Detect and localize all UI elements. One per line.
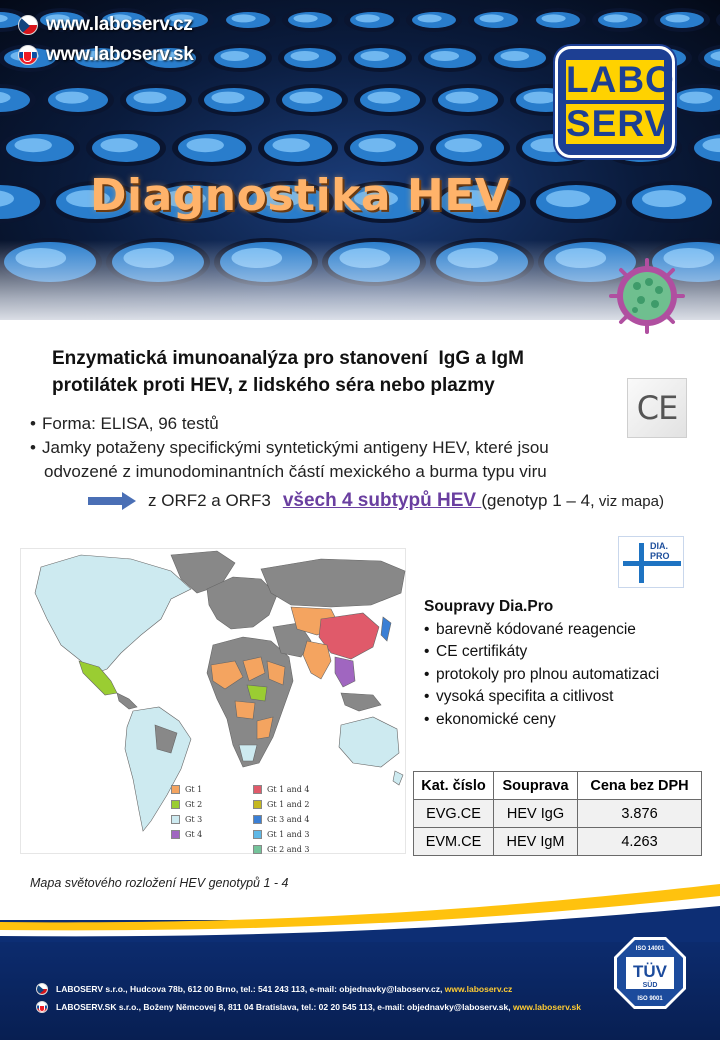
footer-address-cz xyxy=(36,983,512,995)
features-title: Soupravy Dia.Pro xyxy=(424,598,554,615)
table-header-row xyxy=(414,772,702,800)
world-map xyxy=(20,548,406,854)
map-caption: Mapa světového rozložení HEV genotypů 1 - 4 xyxy=(30,876,289,890)
well-highlight xyxy=(480,14,504,22)
well-highlight xyxy=(524,92,557,104)
well-highlight xyxy=(368,92,401,104)
legend-label: Gt 2 and 3 xyxy=(267,845,310,854)
diapro-logo xyxy=(618,536,684,588)
site-link-sk[interactable] xyxy=(18,44,194,66)
legend-item xyxy=(171,783,253,796)
legend-swatch xyxy=(171,800,180,809)
well-highlight xyxy=(101,138,138,152)
well-highlight xyxy=(546,190,590,207)
legend-swatch xyxy=(171,785,180,794)
bullet-antigens-line-1: Jamky potaženy specifickými syntetickými antigeny HEV, které jsou xyxy=(42,438,549,457)
header-kit: Souprava xyxy=(494,772,578,800)
cell-catalog: EVG.CE xyxy=(414,800,494,828)
well-highlight xyxy=(232,14,256,22)
tuv-sub-text: SÜD xyxy=(642,982,658,989)
table-row xyxy=(414,828,702,856)
well-highlight xyxy=(604,14,628,22)
well-highlight xyxy=(221,51,250,61)
logo-line-2: SERV xyxy=(566,103,671,144)
orf-suffix xyxy=(481,491,664,511)
well-highlight xyxy=(356,14,380,22)
well-highlight xyxy=(446,92,479,104)
well-highlight xyxy=(187,138,224,152)
footer-cz-text xyxy=(56,984,512,994)
header-catalog: Kat. číslo xyxy=(414,772,494,800)
well-highlight xyxy=(418,14,442,22)
legend-item xyxy=(253,813,335,826)
bullet-format: • Forma: ELISA, 96 testů xyxy=(30,412,650,436)
slovak-flag-icon xyxy=(36,1001,48,1013)
well-highlight xyxy=(134,92,167,104)
legend-label: Gt 3 xyxy=(185,815,203,824)
page-title: Diagnostika HEV xyxy=(90,170,510,221)
well-highlight xyxy=(501,51,530,61)
footer-cz-address: LABOSERV s.r.o., Hudcova 78b, 612 00 Brno, tel.: 541 243 113, e-mail: objednavky@laboserv.cz, xyxy=(56,984,445,994)
footer-wave xyxy=(0,882,720,942)
assay-subtitle xyxy=(52,345,592,399)
feature-item: • vysoká specifita a citlivost xyxy=(424,686,714,709)
well-highlight xyxy=(359,138,396,152)
subtitle-line-1: Enzymatická imunoanalýza pro stanovení IgG a IgM xyxy=(52,348,524,369)
footer-sk-web[interactable]: www.laboserv.sk xyxy=(512,1002,582,1012)
well-highlight xyxy=(273,138,310,152)
cell-price: 4.263 xyxy=(578,828,702,856)
feature-bullets xyxy=(30,412,650,484)
czech-flag-icon xyxy=(36,983,48,995)
legend-item xyxy=(171,828,253,841)
orf-prefix: z ORF2 a ORF3 xyxy=(148,491,271,510)
legend-label: Gt 3 and 4 xyxy=(267,815,310,824)
virus-icon xyxy=(607,258,687,334)
well-highlight xyxy=(680,92,713,104)
diapro-cross-h xyxy=(623,561,681,566)
legend-label: Gt 1 and 2 xyxy=(267,800,310,809)
table-row xyxy=(414,800,702,828)
cell-catalog: EVM.CE xyxy=(414,828,494,856)
well-highlight xyxy=(542,14,566,22)
legend-item xyxy=(253,798,335,811)
footer-cz-web[interactable]: www.laboserv.cz xyxy=(444,984,513,994)
legend-label: Gt 2 xyxy=(185,800,203,809)
legend-swatch xyxy=(253,845,262,854)
feature-item: • protokoly pro plnou automatizaci xyxy=(424,664,714,687)
footer-sk-address: LABOSERV.SK s.r.o., Boženy Němcovej 8, 811 04 Bratislava, tel.: 02 20 545 113, e-mail: objednavky@laboserv.sk, xyxy=(56,1002,513,1012)
kit-features xyxy=(424,596,714,732)
footer-address-sk xyxy=(36,1001,581,1013)
price-table xyxy=(413,771,702,856)
ce-mark-text: CE xyxy=(636,389,678,427)
legend-item xyxy=(253,843,335,856)
legend-item xyxy=(171,843,253,856)
logo-line-1: LABO xyxy=(566,59,675,100)
site-sk-text: www.laboserv.sk xyxy=(46,44,194,65)
well-highlight xyxy=(445,138,482,152)
well-highlight xyxy=(15,138,52,152)
diapro-line-2: PRO xyxy=(650,551,670,561)
legend-label: Gt 1 and 3 xyxy=(267,830,310,839)
well-highlight xyxy=(294,14,318,22)
well-highlight xyxy=(361,51,390,61)
legend-item xyxy=(253,783,335,796)
cell-kit: HEV IgG xyxy=(494,800,578,828)
legend-swatch xyxy=(171,830,180,839)
well-highlight xyxy=(642,190,686,207)
slovak-flag-icon xyxy=(18,45,38,65)
legend-swatch xyxy=(253,815,262,824)
header-price: Cena bez DPH xyxy=(578,772,702,800)
well-highlight xyxy=(431,51,460,61)
legend-item xyxy=(253,828,335,841)
orf-suffix-big: (genotyp 1 – 4, xyxy=(481,491,595,510)
feature-item: • barevně kódované reagencie xyxy=(424,619,714,642)
orf-suffix-small: viz mapa) xyxy=(594,493,664,510)
well-highlight xyxy=(291,51,320,61)
footer-sk-text xyxy=(56,1002,581,1012)
well-highlight xyxy=(666,14,690,22)
feature-item: • ekonomické ceny xyxy=(424,709,714,732)
cell-kit: HEV IgM xyxy=(494,828,578,856)
laboserv-logo xyxy=(555,46,675,158)
czech-flag-icon xyxy=(18,15,38,35)
well-highlight xyxy=(56,92,89,104)
legend-label: Gt 1 and 4 xyxy=(267,785,310,794)
legend-swatch xyxy=(171,815,180,824)
legend-swatch xyxy=(253,785,262,794)
legend-swatch xyxy=(253,800,262,809)
tuv-main-text: TÜV xyxy=(633,962,667,981)
bullet-antigens xyxy=(30,436,650,484)
legend-item xyxy=(171,813,253,826)
subtitle-line-2: protilátek proti HEV, z lidského séra nebo plazmy xyxy=(52,375,495,396)
well-rim xyxy=(716,8,720,32)
legend-item xyxy=(171,798,253,811)
legend-label: Gt 1 xyxy=(185,785,203,794)
hev-subtypes-link[interactable]: všech 4 subtypů HEV xyxy=(282,490,482,511)
site-link-cz[interactable] xyxy=(18,14,193,36)
legend-label: Gt 4 xyxy=(185,830,203,839)
well-highlight xyxy=(212,92,245,104)
tuv-certificate-icon xyxy=(612,935,688,1011)
arrow-right-icon xyxy=(88,492,136,510)
diapro-text xyxy=(650,541,670,561)
feature-item: • CE certifikáty xyxy=(424,641,714,664)
cell-price: 3.876 xyxy=(578,800,702,828)
site-cz-text: www.laboserv.cz xyxy=(46,14,193,35)
diapro-line-1: DIA. xyxy=(650,541,668,551)
map-legend xyxy=(171,783,335,856)
orf-row xyxy=(88,490,664,512)
legend-swatch xyxy=(253,830,262,839)
well-highlight xyxy=(290,92,323,104)
tuv-top-text: ISO 14001 xyxy=(635,946,665,952)
bullet-antigens-line-2: odvozené z imunodominantních částí mexického a burma typu viru xyxy=(44,462,547,481)
tuv-bottom-text: ISO 9001 xyxy=(637,996,663,1002)
